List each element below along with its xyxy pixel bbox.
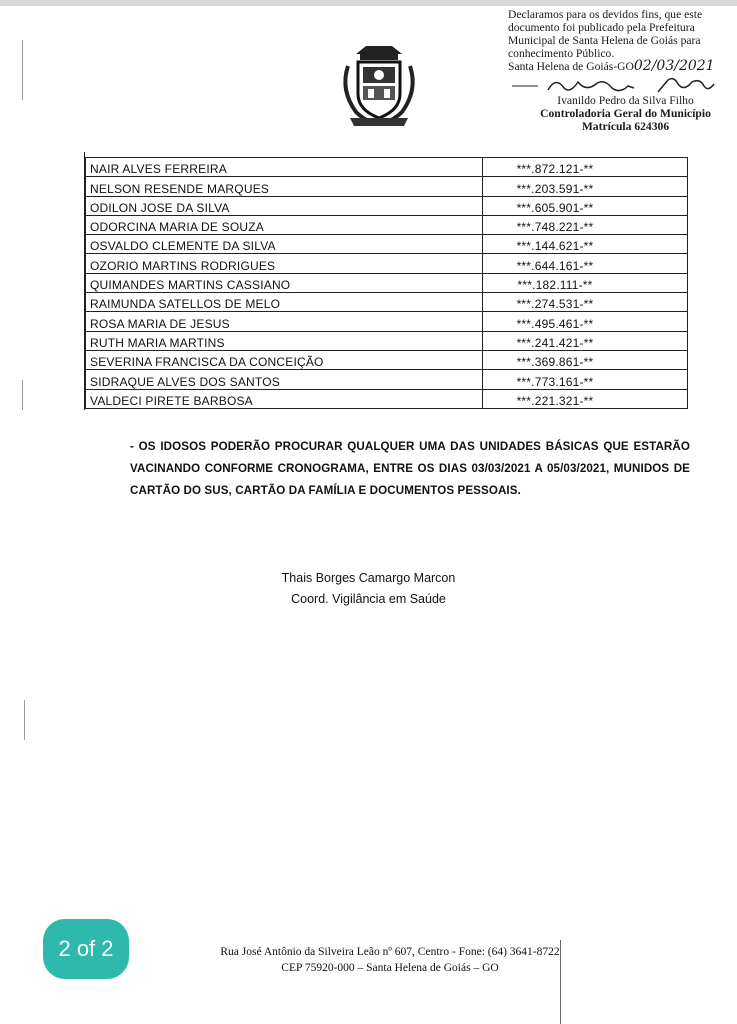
table-row [86, 215, 688, 234]
row-name-cell: OZORIO MARTINS RODRIGUES [86, 254, 483, 273]
table-row [86, 254, 688, 273]
row-cpf-cell: ***.773.161-** [483, 370, 688, 389]
row-name-cell: NAIR ALVES FERREIRA [86, 158, 483, 177]
publication-stamp [508, 8, 733, 133]
stamp-office: Controladoria Geral do Município [540, 107, 711, 120]
table-row [86, 350, 688, 369]
row-name-cell: VALDECI PIRETE BARBOSA [86, 389, 483, 408]
row-cpf-cell: ***.495.461-** [483, 312, 688, 331]
row-cpf-cell: ***.872.121-** [483, 158, 688, 177]
row-name-cell: SIDRAQUE ALVES DOS SANTOS [86, 370, 483, 389]
row-name-cell: ROSA MARIA DE JESUS [86, 312, 483, 331]
row-cpf-cell: ***.144.621-** [483, 235, 688, 254]
beneficiary-table [85, 157, 688, 409]
scan-artifact-line [22, 380, 23, 410]
row-cpf-cell: ***.182.111-** [483, 273, 688, 292]
row-cpf-cell: ***.644.161-** [483, 254, 688, 273]
row-cpf-cell: ***.748.221-** [483, 215, 688, 234]
table-row [86, 177, 688, 196]
stamp-line: Municipal de Santa Helena de Goiás para [508, 34, 701, 47]
coordinator-name: Thais Borges Camargo Marcon [281, 571, 456, 585]
row-cpf-cell: ***.274.531-** [483, 293, 688, 312]
row-cpf-cell: ***.221.321-** [483, 389, 688, 408]
stamp-location: Santa Helena de Goiás-GO [508, 60, 634, 73]
row-name-cell: RUTH MARIA MARTINS [86, 331, 483, 350]
table-row [86, 235, 688, 254]
row-name-cell: ODORCINA MARIA DE SOUZA [86, 215, 483, 234]
stamp-line: documento foi publicado pela Prefeitura [508, 21, 695, 34]
scan-artifact-line [22, 40, 23, 100]
row-name-cell: NELSON RESENDE MARQUES [86, 177, 483, 196]
row-name-cell: SEVERINA FRANCISCA DA CONCEIÇÃO [86, 350, 483, 369]
table-row [86, 370, 688, 389]
row-name-cell: QUIMANDES MARTINS CASSIANO [86, 273, 483, 292]
table-row [86, 196, 688, 215]
row-name-cell: OSVALDO CLEMENTE DA SILVA [86, 235, 483, 254]
row-name-cell: ODILON JOSE DA SILVA [86, 196, 483, 215]
table-row [86, 331, 688, 350]
stamp-signer-name: Ivanildo Pedro da Silva Filho [557, 94, 694, 107]
table-row [86, 273, 688, 292]
scan-artifact-line [24, 700, 25, 740]
table-row [86, 312, 688, 331]
stamp-registration: Matrícula 624306 [581, 120, 670, 133]
footer-address: Rua José Antônio da Silveira Leão nº 607, Centro - Fone: (64) 3641-8722 [220, 946, 560, 958]
handwritten-signature [508, 74, 733, 94]
viewer-top-bar [0, 0, 737, 6]
row-cpf-cell: ***.241.421-** [483, 331, 688, 350]
coordinator-role: Coord. Vigilância em Saúde [291, 592, 446, 606]
footer-postal: CEP 75920-000 – Santa Helena de Goiás – GO [281, 962, 499, 974]
table-row [86, 293, 688, 312]
stamp-line: Declaramos para os devidos fins, que este [508, 8, 703, 21]
page-indicator-badge[interactable]: 2 of 2 [43, 919, 129, 979]
stamp-handwritten-date: 02/03/2021 [633, 58, 715, 74]
row-name-cell: RAIMUNDA SATELLOS DE MELO [86, 293, 483, 312]
table-row [86, 389, 688, 408]
row-cpf-cell: ***.605.901-** [483, 196, 688, 215]
row-cpf-cell: ***.203.591-** [483, 177, 688, 196]
table-row [86, 158, 688, 177]
row-cpf-cell: ***.369.861-** [483, 350, 688, 369]
vaccination-notice: - OS IDOSOS PODERÃO PROCURAR QUALQUER UMA DAS UNIDADES BÁSICAS QUE ESTARÃO VACINANDO CONFORME CRONOGRAMA, ENTRE OS DIAS 03/03/2021 A 05/03/2021, MUNIDOS DE CARTÃO DO SUS, CARTÃO DA FAMÍLIA E DOCUMENTOS PESSOAIS. [130, 440, 690, 497]
stamp-line: conhecimento Público. [508, 47, 615, 60]
municipal-crest-logo [336, 40, 422, 128]
